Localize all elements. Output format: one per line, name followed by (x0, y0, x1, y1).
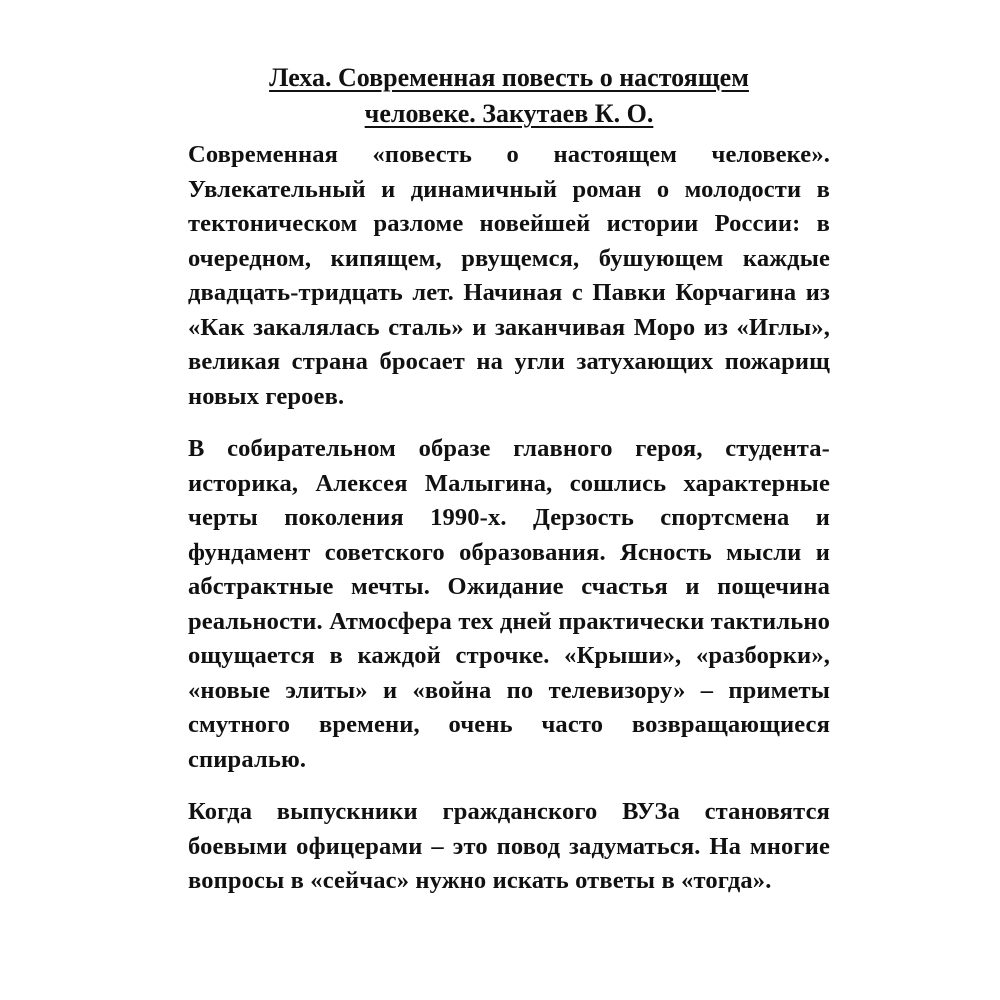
paragraph-1: Современная «повесть о настоящем человеке». Увлекательный и динамичный роман о молодости в тектоническом разломе новейшей истории России: в очередном, кипящем, рвущемся, бушующем каждые двадцать-тридцать лет. Начиная с Павки Корчагина из «Как закалялась сталь» и заканчивая Моро из «Иглы», великая страна бросает на угли затухающих пожарищ новых героев. (188, 141, 830, 410)
title-line-2: человеке. Закутаев К. О. (364, 99, 654, 128)
title-line-1: Леха. Современная повесть о настоящем (269, 63, 749, 92)
document-title (188, 60, 830, 132)
paragraph-2: В собирательном образе главного героя, студента-историка, Алексея Малыгина, сошлись характерные черты поколения 1990-х. Дерзость спортсмена и фундамент советского образования. Ясность мысли и абстрактные мечты. Ожидание счастья и пощечина реальности. Атмосфера тех дней практически тактильно ощущается в каждой строчке. «Крыши», «разборки», «новые элиты» и «война по телевизору» – приметы смутного времени, очень часто возвращающиеся спиралью. (188, 435, 830, 773)
paragraph-3: Когда выпускники гражданского ВУЗа становятся боевыми офицерами – это повод задуматься. На многие вопросы в «сейчас» нужно искать ответы в «тогда». (188, 798, 830, 894)
document-page (188, 60, 830, 917)
